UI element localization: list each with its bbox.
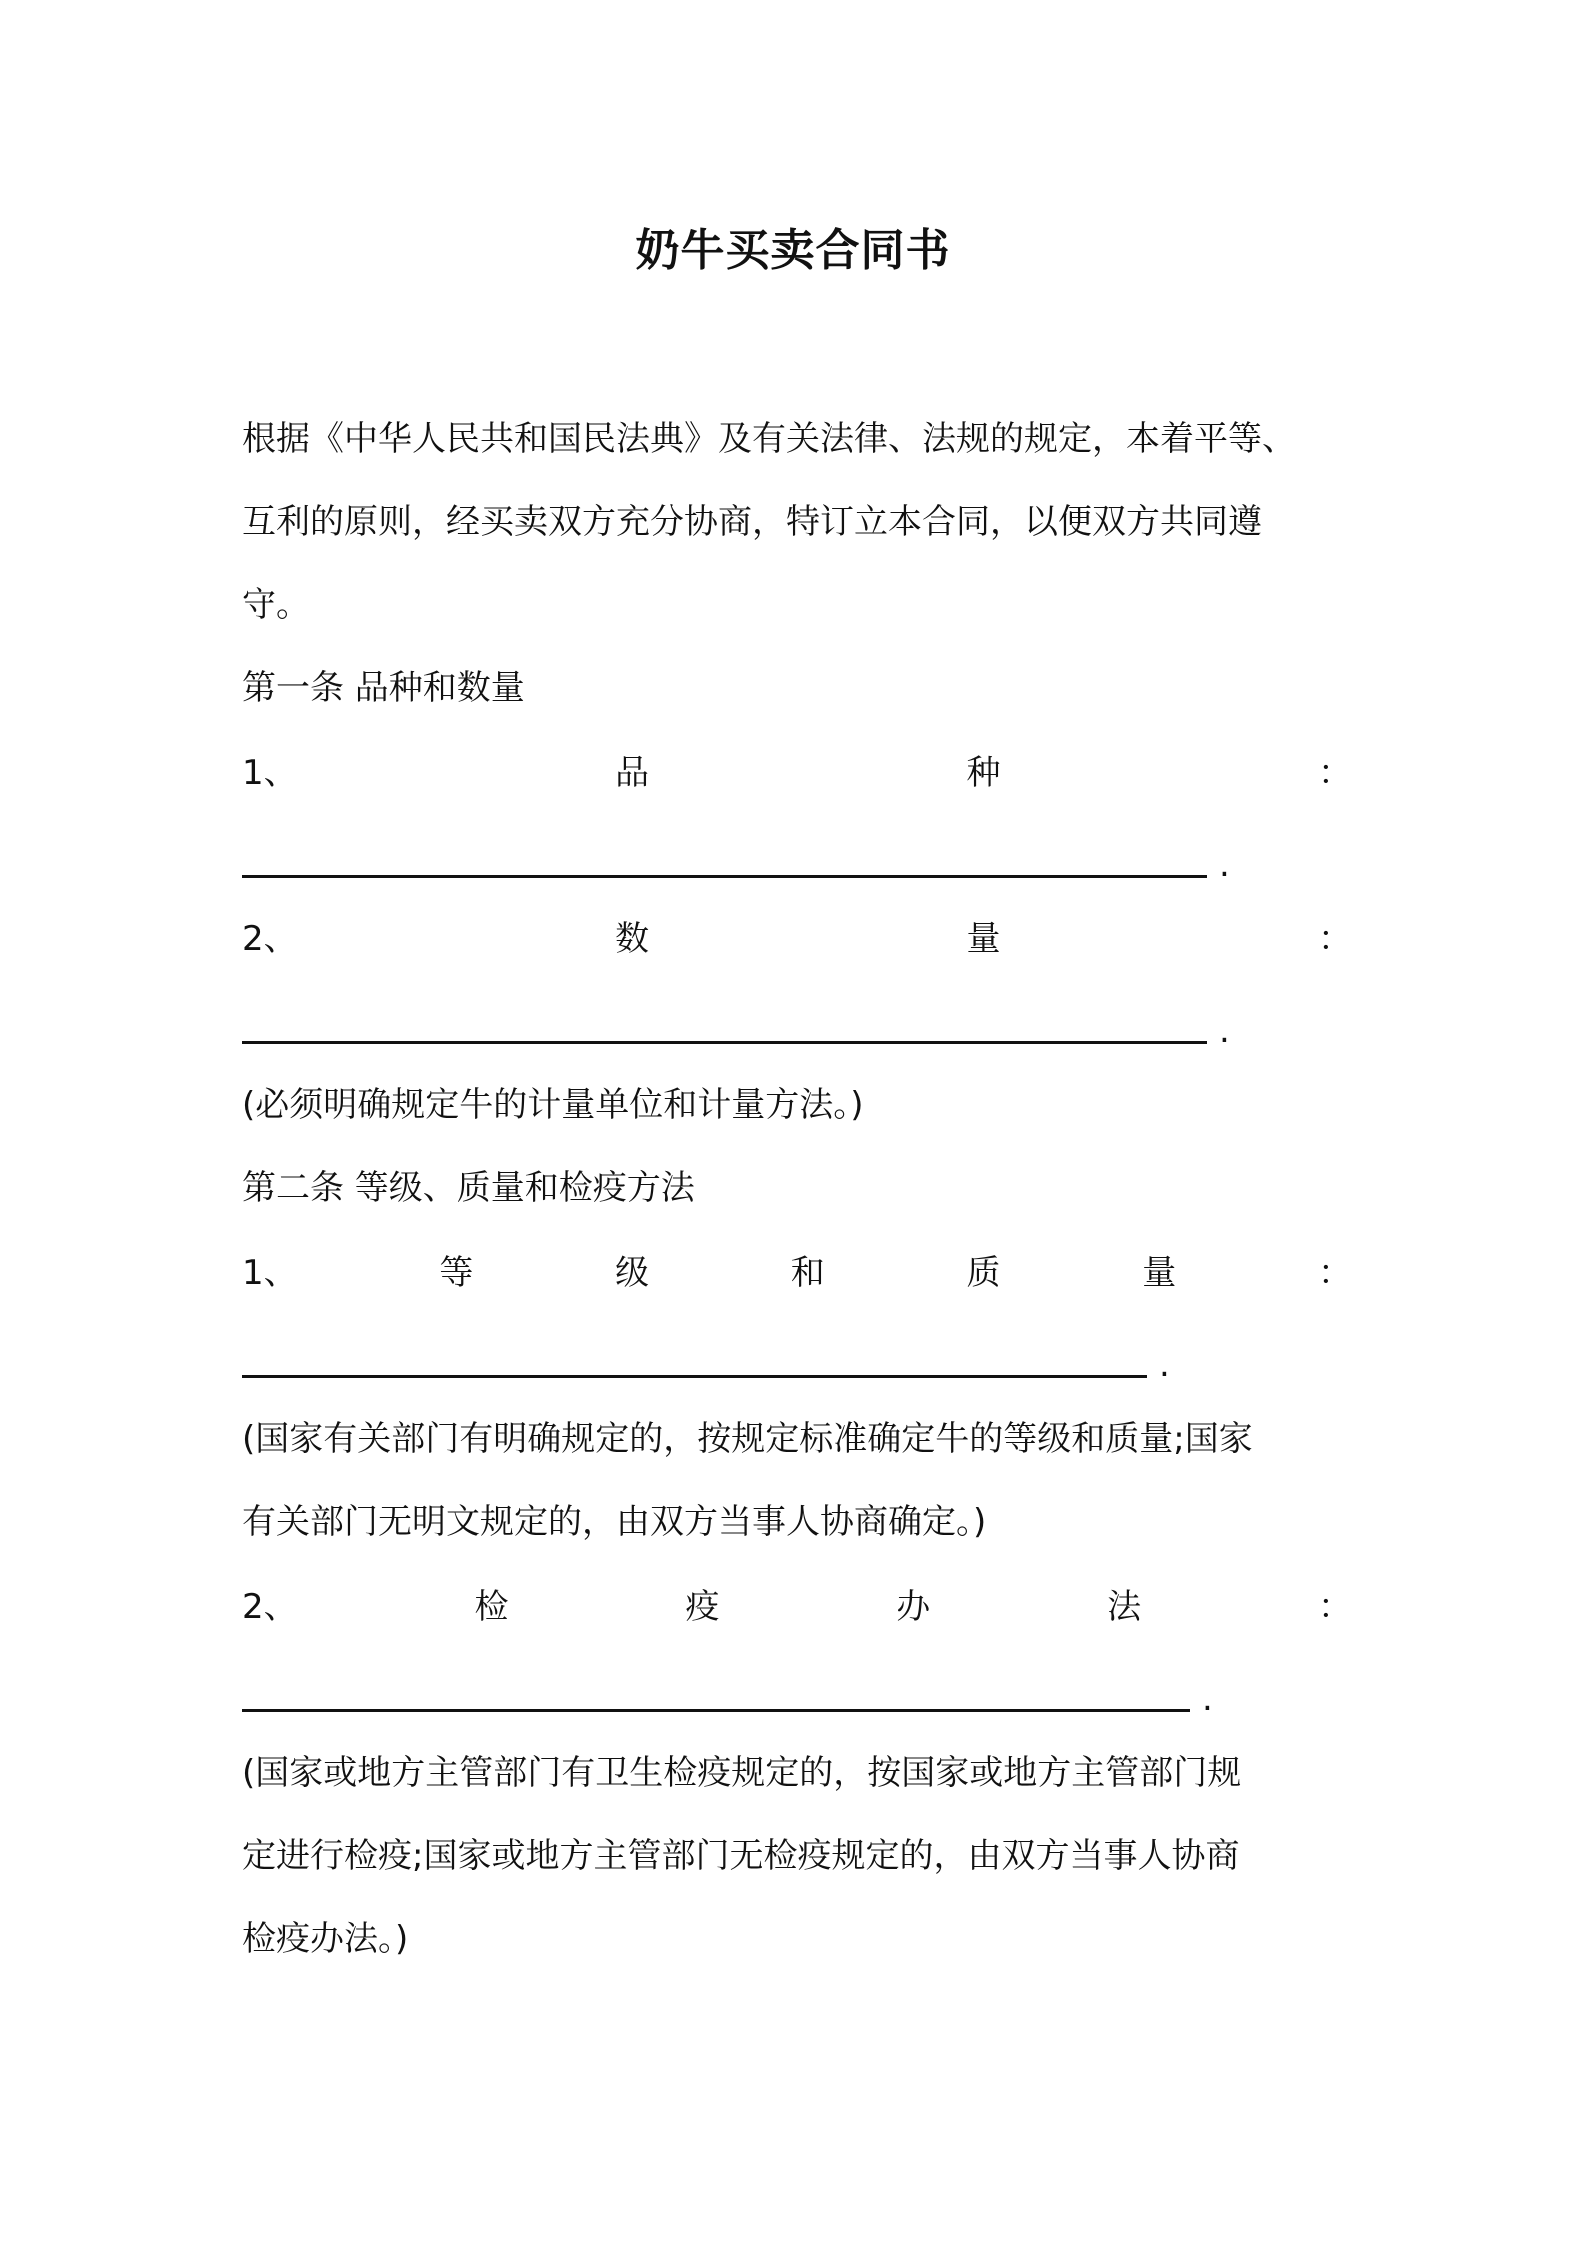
document-title: 奶牛买卖合同书 xyxy=(635,225,951,276)
item-char: 级 xyxy=(615,1253,650,1293)
intro-line-1: 根据《中华人民共和国民法典》及有关法律、法规的规定，本着平等、 xyxy=(242,419,1296,459)
article-1-item-1 xyxy=(242,749,1352,797)
article-2-note-2-line-1: (国家或地方主管部门有卫生检疫规定的，按国家或地方主管部门规 xyxy=(242,1753,1242,1793)
variety-blank-row xyxy=(242,838,1230,886)
article-1-heading: 第一条 品种和数量 xyxy=(242,668,525,708)
item-char: 量 xyxy=(1142,1253,1177,1293)
item-colon: ： xyxy=(1317,1587,1352,1627)
item-char: 种 xyxy=(966,753,1001,793)
article-2-heading: 第二条 等级、质量和检疫方法 xyxy=(242,1168,695,1208)
item-char: 疫 xyxy=(685,1587,720,1627)
item-colon: ： xyxy=(1318,919,1352,959)
article-2-item-1 xyxy=(242,1249,1352,1297)
variety-blank-line[interactable] xyxy=(242,875,1207,878)
grade-quality-blank-line[interactable] xyxy=(242,1375,1147,1378)
item-char: 办 xyxy=(896,1587,931,1627)
quantity-blank-line[interactable] xyxy=(242,1041,1207,1044)
blank-period: . xyxy=(1219,1011,1230,1051)
article-2-item-2 xyxy=(242,1583,1352,1631)
blank-period: . xyxy=(1219,845,1230,885)
quantity-blank-row xyxy=(242,1004,1230,1052)
item-number: 1、 xyxy=(242,753,298,793)
article-2-note-1-line-1: (国家有关部门有明确规定的，按规定标准确定牛的等级和质量;国家 xyxy=(242,1419,1253,1459)
item-char: 和 xyxy=(790,1253,825,1293)
grade-quality-blank-row xyxy=(242,1338,1170,1386)
article-2-note-2-line-3: 检疫办法。) xyxy=(242,1919,409,1959)
item-number: 2、 xyxy=(242,1587,298,1627)
article-2-note-2-line-2: 定进行检疫;国家或地方主管部门无检疫规定的，由双方当事人协商 xyxy=(242,1836,1240,1876)
intro-line-3: 守。 xyxy=(242,585,310,625)
blank-period: . xyxy=(1202,1679,1213,1719)
item-colon: ： xyxy=(1317,1253,1352,1293)
article-1-note: (必须明确规定牛的计量单位和计量方法。) xyxy=(242,1085,864,1125)
item-char: 法 xyxy=(1107,1587,1142,1627)
article-1-item-2 xyxy=(242,915,1352,963)
quarantine-blank-line[interactable] xyxy=(242,1709,1190,1712)
article-2-note-1-line-2: 有关部门无明文规定的，由双方当事人协商确定。) xyxy=(242,1502,987,1542)
item-number: 2、 xyxy=(242,919,298,959)
item-char: 等 xyxy=(439,1253,474,1293)
quarantine-blank-row xyxy=(242,1672,1213,1720)
item-char: 量 xyxy=(966,919,1001,959)
item-char: 品 xyxy=(615,753,650,793)
item-colon: ： xyxy=(1318,753,1352,793)
item-char: 检 xyxy=(474,1587,509,1627)
item-char: 质 xyxy=(966,1253,1001,1293)
blank-period: . xyxy=(1159,1345,1170,1385)
intro-line-2: 互利的原则，经买卖双方充分协商，特订立本合同，以便双方共同遵 xyxy=(242,502,1262,542)
item-char: 数 xyxy=(615,919,650,959)
item-number: 1、 xyxy=(242,1253,298,1293)
